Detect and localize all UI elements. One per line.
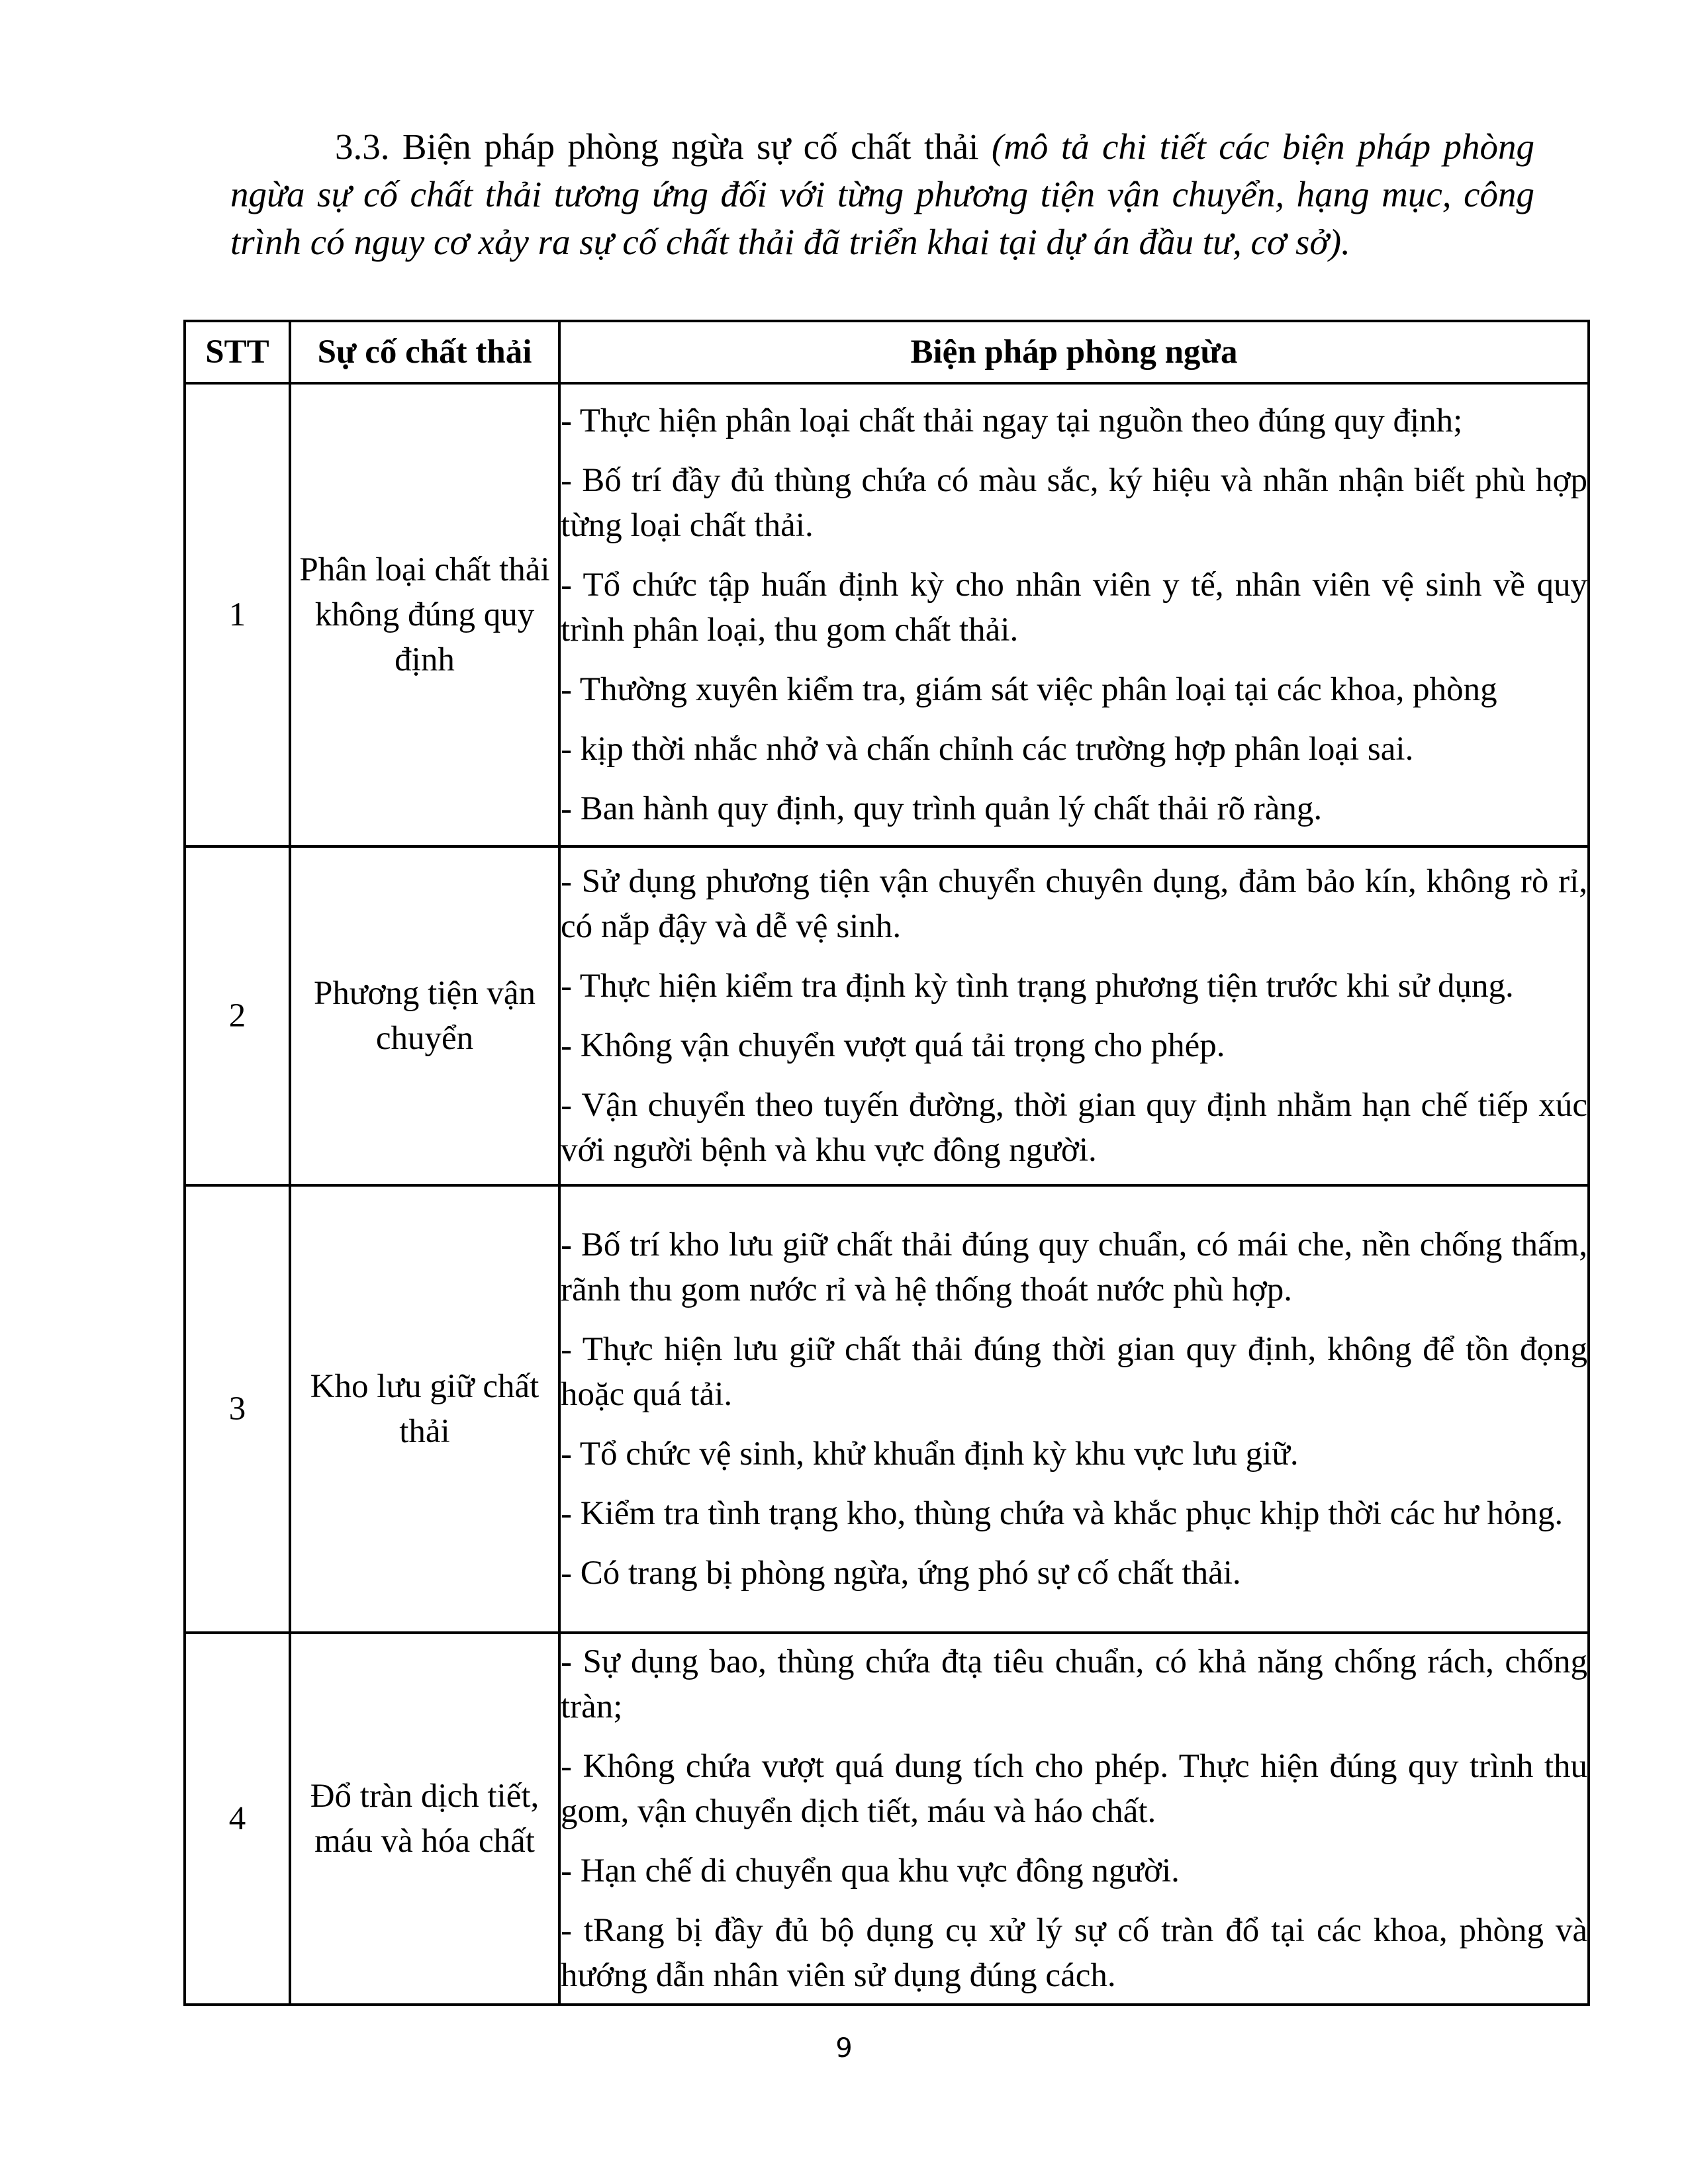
measure-item: - Thực hiện phân loại chất thải ngay tại nguồn theo đúng quy định; <box>561 402 1463 439</box>
row-measures <box>559 1185 1589 1633</box>
row-incident: Kho lưu giữ chất thải <box>290 1185 559 1633</box>
row-stt: 2 <box>185 846 290 1185</box>
section-note: (mô tả chi tiết các biện pháp phòng ngừa sự cố chất thải tương ứng đối với từng phương tiện vận chuyển, hạng mục, công trình có nguy cơ xảy ra sự cố chất thải đã triển khai tại dự án đầu tư, cơ sở). <box>230 126 1534 262</box>
measure-item: - Không chứa vượt quá dung tích cho phép. Thực hiện đúng quy trình thu gom, vận chuyển dịch tiết, máu và háo chất. <box>561 1748 1587 1830</box>
row-stt: 3 <box>185 1185 290 1633</box>
header-measures: Biện pháp phòng ngừa <box>559 321 1589 383</box>
table-row <box>185 1185 1589 1633</box>
measure-item: - Sử dụng phương tiện vận chuyển chuyên dụng, đảm bảo kín, không rò rỉ, có nắp đậy và dễ vệ sinh. <box>561 863 1587 945</box>
table-row <box>185 846 1589 1185</box>
section-title: Biện pháp phòng ngừa sự cố chất thải <box>402 126 979 167</box>
measure-item: - Tổ chức tập huấn định kỳ cho nhân viên y tế, nhân viên vệ sinh về quy trình phân loại, thu gom chất thải. <box>561 567 1587 649</box>
measure-item: - Vận chuyển theo tuyến đường, thời gian quy định nhằm hạn chế tiếp xúc với người bệnh và khu vực đông người. <box>561 1087 1587 1169</box>
measure-item: - Thực hiện lưu giữ chất thải đúng thời gian quy định, không để tồn đọng hoặc quá tải. <box>561 1331 1587 1413</box>
measure-item: - Bố trí đầy đủ thùng chứa có màu sắc, ký hiệu và nhãn nhận biết phù hợp từng loại chất thải. <box>561 462 1587 544</box>
page-number: 9 <box>835 2033 853 2064</box>
row-measures <box>559 383 1589 846</box>
row-measures <box>559 846 1589 1185</box>
measure-item: - Thực hiện kiểm tra định kỳ tình trạng phương tiện trước khi sử dụng. <box>561 968 1514 1005</box>
row-incident: Đổ tràn dịch tiết, máu và hóa chất <box>290 1633 559 2005</box>
measure-item: - tRang bị đầy đủ bộ dụng cụ xử lý sự cố tràn đổ tại các khoa, phòng và hướng dẫn nhân viên sử dụng đúng cách. <box>561 1912 1587 1994</box>
section-heading <box>230 123 1534 266</box>
measure-item: - Có trang bị phòng ngừa, ứng phó sự cố chất thải. <box>561 1555 1241 1592</box>
row-measures <box>559 1633 1589 2005</box>
measure-item: - Bố trí kho lưu giữ chất thải đúng quy chuẩn, có mái che, nền chống thấm, rãnh thu gom nước rỉ và hệ thống thoát nước phù hợp. <box>561 1226 1587 1308</box>
header-incident: Sự cố chất thải <box>290 321 559 383</box>
prevention-table <box>183 320 1590 2006</box>
row-stt: 1 <box>185 383 290 846</box>
table-row <box>185 1633 1589 2005</box>
row-incident: Phương tiện vận chuyển <box>290 846 559 1185</box>
measure-item: - Sự dụng bao, thùng chứa đtạ tiêu chuẩn, có khả năng chống rách, chống tràn; <box>561 1643 1587 1725</box>
measure-item: - Không vận chuyển vượt quá tải trọng cho phép. <box>561 1027 1225 1064</box>
table-header-row <box>185 321 1589 383</box>
header-stt: STT <box>185 321 290 383</box>
measure-item: - Tổ chức vệ sinh, khử khuẩn định kỳ khu vực lưu giữ. <box>561 1435 1299 1473</box>
measure-item: - Thường xuyên kiểm tra, giám sát việc phân loại tại các khoa, phòng <box>561 671 1497 708</box>
table-row <box>185 383 1589 846</box>
row-stt: 4 <box>185 1633 290 2005</box>
measure-item: - Ban hành quy định, quy trình quản lý chất thải rõ ràng. <box>561 790 1323 827</box>
measure-item: - kịp thời nhắc nhở và chấn chỉnh các trường hợp phân loại sai. <box>561 731 1414 768</box>
row-incident: Phân loại chất thải không đúng quy định <box>290 383 559 846</box>
measure-item: - Kiểm tra tình trạng kho, thùng chứa và khắc phục khịp thời các hư hỏng. <box>561 1495 1564 1532</box>
section-number: 3.3. <box>335 126 390 167</box>
measure-item: - Hạn chế di chuyển qua khu vực đông người. <box>561 1852 1180 1889</box>
